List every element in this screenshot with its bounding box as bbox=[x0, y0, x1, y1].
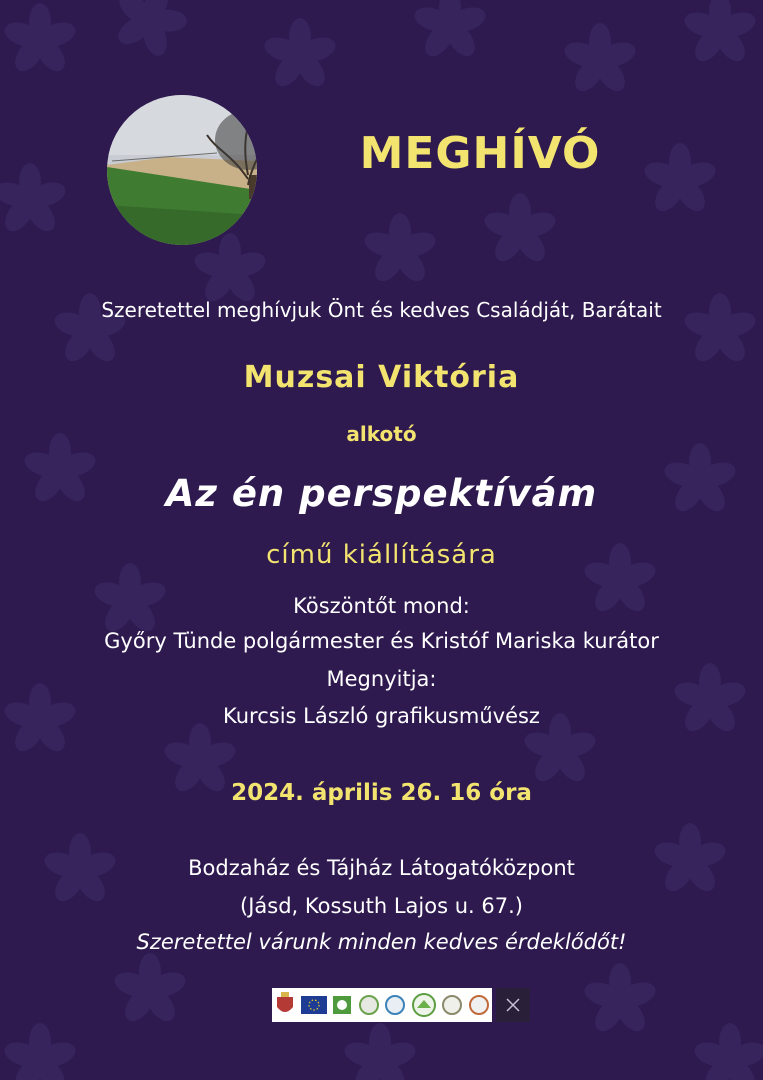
eu-flag-logo bbox=[301, 996, 327, 1014]
partner-logo bbox=[468, 994, 490, 1016]
hungarian-coat-of-arms-logo bbox=[274, 991, 296, 1019]
exhibition-subtitle: című kiállítására bbox=[266, 540, 497, 570]
sponsor-logo-strip bbox=[272, 988, 492, 1022]
partner-logo bbox=[441, 994, 463, 1016]
partner-logo bbox=[384, 994, 406, 1016]
leader-logo bbox=[331, 994, 353, 1016]
welcome-message: Szeretettel várunk minden kedves érdeklődőt! bbox=[136, 930, 627, 954]
opening-name: Kurcsis László grafikusművész bbox=[223, 704, 540, 728]
partner-dark-logo bbox=[496, 988, 530, 1022]
artist-role: alkotó bbox=[346, 422, 417, 446]
opening-label: Megnyitja: bbox=[326, 667, 437, 691]
exhibition-title: Az én perspektívám bbox=[165, 472, 598, 515]
partner-logo bbox=[411, 992, 437, 1018]
greeting-names: Győry Tünde polgármester és Kristóf Mariska kurátor bbox=[104, 629, 659, 653]
partner-logo bbox=[358, 994, 380, 1016]
venue-address: (Jásd, Kossuth Lajos u. 67.) bbox=[240, 894, 523, 918]
greeting-label: Köszöntőt mond: bbox=[293, 594, 470, 618]
artist-name: Muzsai Viktória bbox=[243, 360, 520, 395]
venue-name: Bodzaház és Tájház Látogatóközpont bbox=[188, 856, 575, 880]
tree-landscape-photo bbox=[107, 95, 257, 245]
page-title: MEGHÍVÓ bbox=[359, 128, 601, 179]
intro-text: Szeretettel meghívjuk Önt és kedves Családját, Barátait bbox=[101, 298, 662, 322]
event-datetime: 2024. április 26. 16 óra bbox=[231, 780, 532, 806]
